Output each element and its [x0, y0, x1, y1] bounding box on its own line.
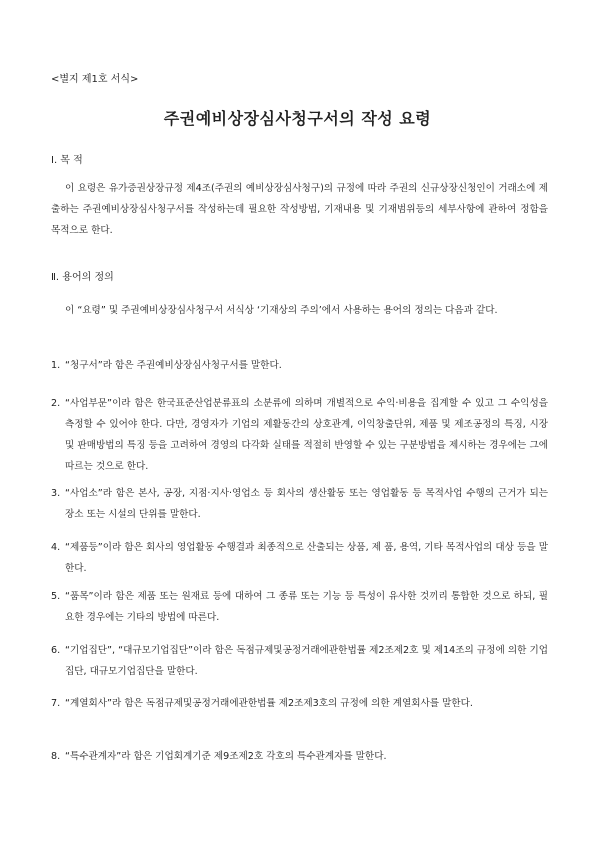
section-2-intro: [51, 300, 548, 321]
form-number-label: <별지 제1호 서식>: [51, 74, 139, 85]
section-1-heading: Ⅰ. 목 적: [51, 155, 83, 166]
definition-item: [51, 537, 548, 579]
definition-item: [51, 483, 548, 525]
item-number: 7.: [51, 698, 61, 709]
definition-item: [51, 640, 548, 682]
item-text: “특수관계자”라 함은 기업회계기준 제9조제2호 각호의 특수관계자를 말한다.: [65, 751, 387, 762]
definition-item: [51, 746, 548, 767]
item-text: “제품등”이라 함은 회사의 영업활동 수행결과 최종적으로 산출되는 상품, 제 품, 용역, 기타 목적사업의 대상 등을 말한다.: [65, 542, 548, 574]
item-number: 5.: [51, 591, 61, 602]
section-1-paragraph-text: 이 요령은 유가증권상장규정 제4조(주권의 예비상장심사청구)의 규정에 따라 주권의 신규상장신청인이 거래소에 제출하는 주권예비상장심사청구서를 작성하는데 필요한 작성방법, 기재내용 및 기재범위등의 세부사항에 관하여 정함을 목적으로 한다.: [51, 183, 548, 236]
section-1-paragraph: [51, 178, 548, 241]
item-number: 8.: [51, 751, 61, 762]
definition-item: [51, 355, 548, 376]
definition-item: [51, 393, 548, 477]
definition-item: [51, 586, 548, 628]
item-number: 1.: [51, 360, 61, 371]
item-number: 6.: [51, 645, 61, 656]
item-number: 3.: [51, 488, 61, 499]
item-text: “사업부문”이라 함은 한국표준산업분류표의 소분류에 의하며 개별적으로 수익·비용을 집계할 수 있고 그 수익성을 측정할 수 있어야 한다. 다만, 경영자가 기업의 제활동간의 상호관계, 이익창출단위, 제품 및 제조공정의 특징, 시장 및 판매방법의 특징 등을 고려하여 경영의 다각화 실태를 적절히 반영할 수 있는 구분방법을 제시하는 경우에는 그에 따르는 것으로 한다.: [65, 398, 548, 472]
item-text: “기업집단”, “대규모기업집단”이라 함은 독점규제및공정거래에관한법률 제2조제2호 및 제14조의 규정에 의한 기업집단, 대규모기업집단을 말한다.: [65, 645, 548, 677]
section-2-heading: Ⅱ. 용어의 정의: [51, 272, 114, 283]
definition-item: [51, 693, 548, 714]
item-text: “사업소”라 함은 본사, 공장, 지점·지사·영업소 등 회사의 생산활동 또는 영업활동 등 목적사업 수행의 근거가 되는 장소 또는 시설의 단위를 말한다.: [65, 488, 548, 520]
section-2-intro-text: 이 “요령” 및 주권예비상장심사청구서 서식상 ‘기재상의 주의’에서 사용하는 용어의 정의는 다음과 같다.: [65, 305, 498, 316]
item-text: “계열회사”라 함은 독점규제및공정거래에관한법률 제2조제3호의 규정에 의한 계열회사를 말한다.: [65, 698, 473, 709]
item-number: 4.: [51, 542, 61, 553]
document-title: 주권예비상장심사청구서의 작성 요령: [163, 109, 432, 128]
item-number: 2.: [51, 398, 61, 409]
item-text: “품목”이라 함은 제품 또는 원재료 등에 대하여 그 종류 또는 기능 등 특성이 유사한 것끼리 통합한 것으로 하되, 필요한 경우에는 기타의 방법에 따른다.: [65, 591, 548, 623]
item-text: “청구서”라 함은 주권예비상장심사청구서를 말한다.: [65, 360, 282, 371]
